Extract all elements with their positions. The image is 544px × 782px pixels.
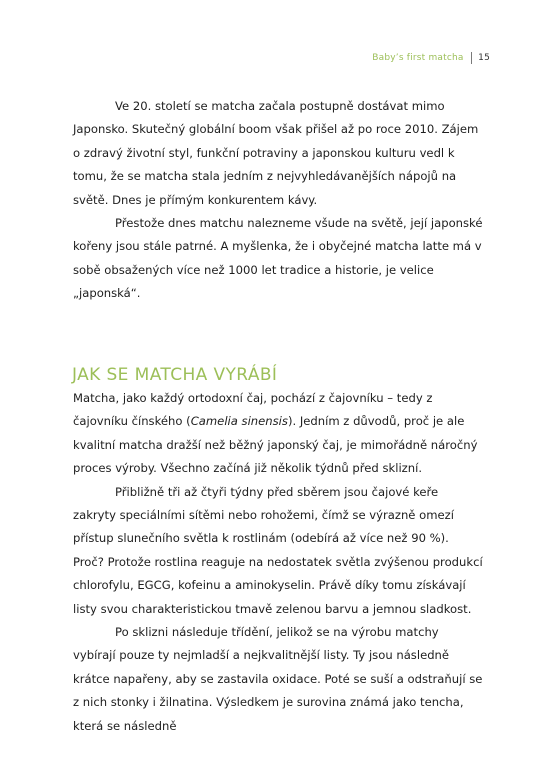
running-head bbox=[372, 52, 490, 64]
botanical-name: Camelia sinensis bbox=[190, 414, 288, 429]
section-paragraph-1 bbox=[73, 387, 483, 481]
section-heading: JAK SE MATCHA VYRÁBÍ bbox=[72, 365, 278, 385]
intro-text bbox=[73, 95, 483, 306]
section-paragraph-1-part-b: ). Jedním z důvodů, proč je ale kvalitní matcha dražší než běžný japonský čaj, je mimořádně náročný proces výroby. Všechno začíná již několik týdnů před sklizní. bbox=[73, 414, 478, 476]
intro-paragraph-1: Ve 20. století se matcha začala postupně dostávat mimo Japonsko. Skutečný globální boom však přišel až po roce 2010. Zájem o zdravý životní styl, funkční potraviny a japonskou kulturu vedl k tomu, že se matcha stala jedním z nejvyhledávanějších nápojů na světě. Dnes je přímým konkurentem kávy. bbox=[73, 99, 479, 207]
section-text bbox=[73, 387, 483, 738]
running-head-title: Baby’s first matcha bbox=[372, 53, 464, 63]
section-paragraph-3: Po sklizni následuje třídění, jelikož se na výrobu matchy vybírají pouze ty nejmladší a nejkvalitnější listy. Ty jsou následně krátce napařeny, aby se zastavila oxidace. Poté se suší a odstraňují se z nich stonky i žilnatina. Výsledkem je surovina známá jako tencha, která se následně bbox=[73, 625, 483, 733]
running-head-divider bbox=[471, 52, 473, 64]
page-number: 15 bbox=[478, 53, 490, 63]
section-paragraph-1-part-a: Matcha, jako každý ortodoxní čaj, pochází z čajovníku – tedy z čajovníku čínského ( bbox=[73, 391, 433, 429]
section-paragraph-2: Přibližně tři až čtyři týdny před sběrem jsou čajové keře zakryty speciálními sítěmi nebo rohožemi, čímž se výrazně omezí přístup slunečního světla k rostlinám (odebírá až více než 90 %). Proč? Protože rostlina reaguje na nedostatek světla zvýšenou produkcí chlorofylu, EGCG, kofeinu a aminokyselin. Právě díky tomu získávají listy svou charakteristickou tmavě zelenou barvu a jemnou sladkost. bbox=[73, 484, 483, 616]
intro-paragraph-2: Přestože dnes matchu nalezneme všude na světě, její japonské kořeny jsou stále patrné. A myšlenka, že i obyčejné matcha latte má v sobě obsažených více než 1000 let tradice a historie, je velice „japonská“. bbox=[73, 216, 483, 301]
